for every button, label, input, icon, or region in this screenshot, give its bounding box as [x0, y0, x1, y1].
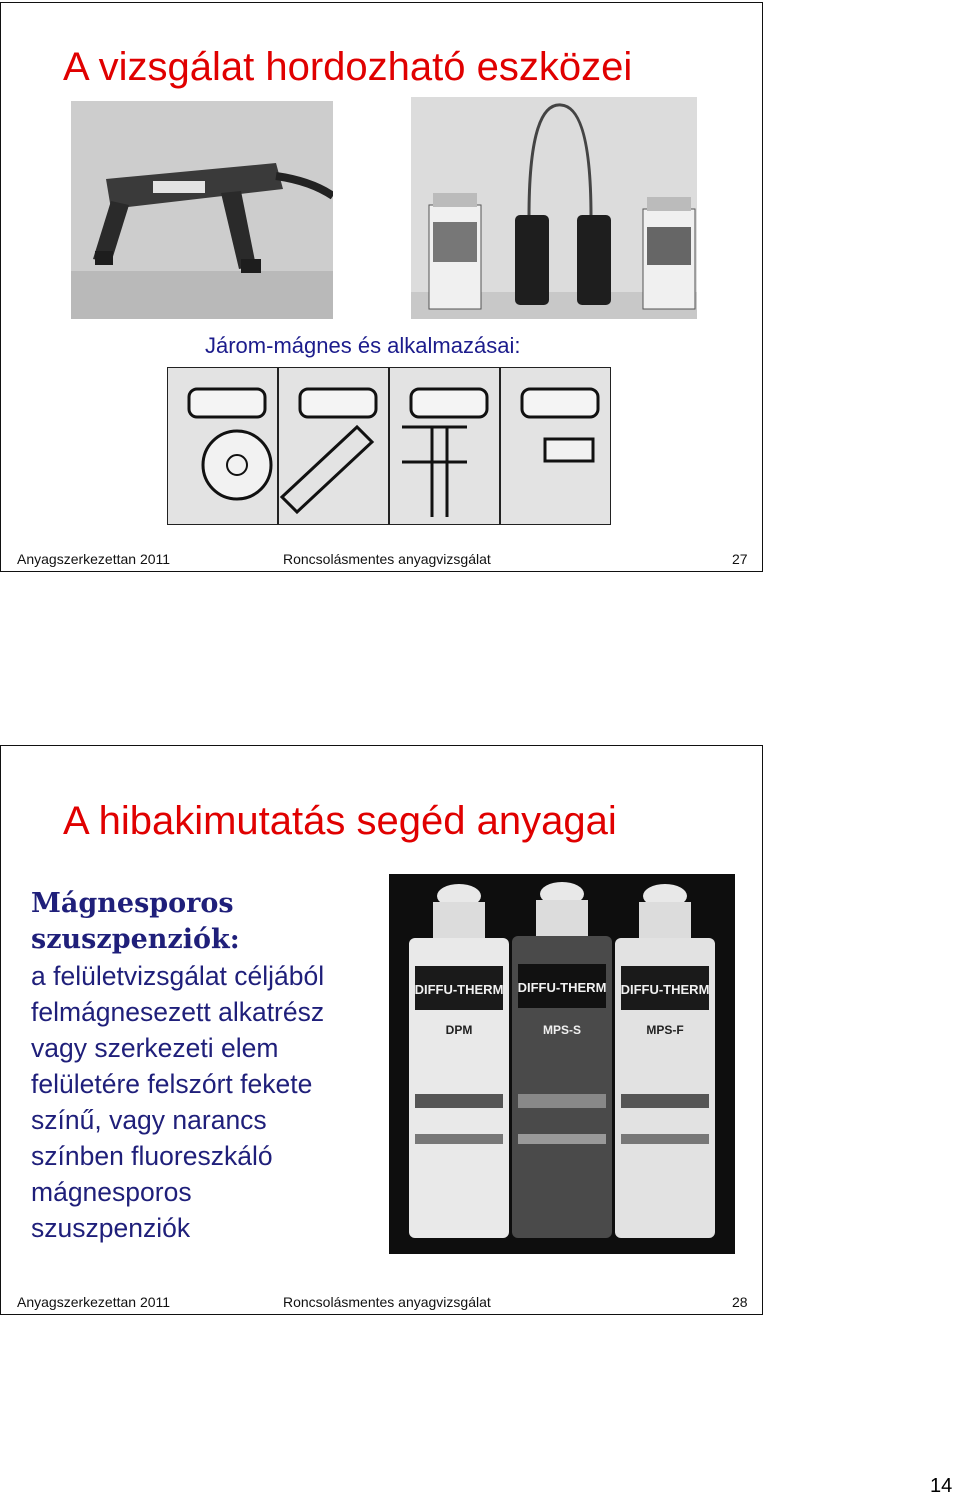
- page-number: 14: [930, 1475, 953, 1497]
- can-product: MPS-S: [542, 1023, 582, 1037]
- can-brand: DIFFU-THERM: [620, 982, 710, 997]
- slide-title: A hibakimutatás segéd anyagai: [63, 799, 617, 843]
- slide-27: [0, 2, 763, 572]
- slide-number: 27: [732, 551, 748, 567]
- text-line: felmágnesezett alkatrész: [31, 997, 325, 1027]
- description-text: [31, 958, 324, 1246]
- heading-line: Mágnesporos: [31, 888, 234, 919]
- slide-title: A vizsgálat hordozható eszközei: [63, 45, 633, 89]
- text-line: színben fluoreszkáló: [31, 1141, 273, 1171]
- text-line: mágnesporos: [31, 1177, 192, 1207]
- can-product: MPS-F: [646, 1023, 684, 1037]
- yoke-caption: Járom-mágnes és alkalmazásai:: [205, 333, 521, 358]
- footer-topic: Roncsolásmentes anyagvizsgálat: [283, 551, 491, 567]
- yoke-applications-diagram: [167, 367, 611, 525]
- yoke-magnet-photo: [71, 101, 333, 319]
- spray-cans-photo: [411, 97, 697, 319]
- footer-course: Anyagszerkezettan 2011: [17, 1294, 171, 1310]
- slide-28: [0, 745, 763, 1315]
- can-product: DPM: [445, 1023, 473, 1037]
- slide-number: 28: [732, 1294, 748, 1310]
- footer-course: Anyagszerkezettan 2011: [17, 551, 171, 567]
- suspension-cans-photo: [389, 874, 735, 1254]
- text-line: szuszpenziók: [31, 1213, 191, 1243]
- section-heading: [31, 886, 240, 958]
- heading-line: szuszpenziók:: [31, 924, 240, 955]
- can-brand: DIFFU-THERM: [517, 980, 607, 995]
- text-line: a felületvizsgálat céljából: [31, 961, 325, 991]
- text-line: színű, vagy narancs: [31, 1105, 267, 1135]
- can-brand: DIFFU-THERM: [414, 982, 504, 997]
- text-line: felületére felszórt fekete: [31, 1069, 313, 1099]
- text-line: vagy szerkezeti elem: [31, 1033, 279, 1063]
- footer-topic: Roncsolásmentes anyagvizsgálat: [283, 1294, 491, 1310]
